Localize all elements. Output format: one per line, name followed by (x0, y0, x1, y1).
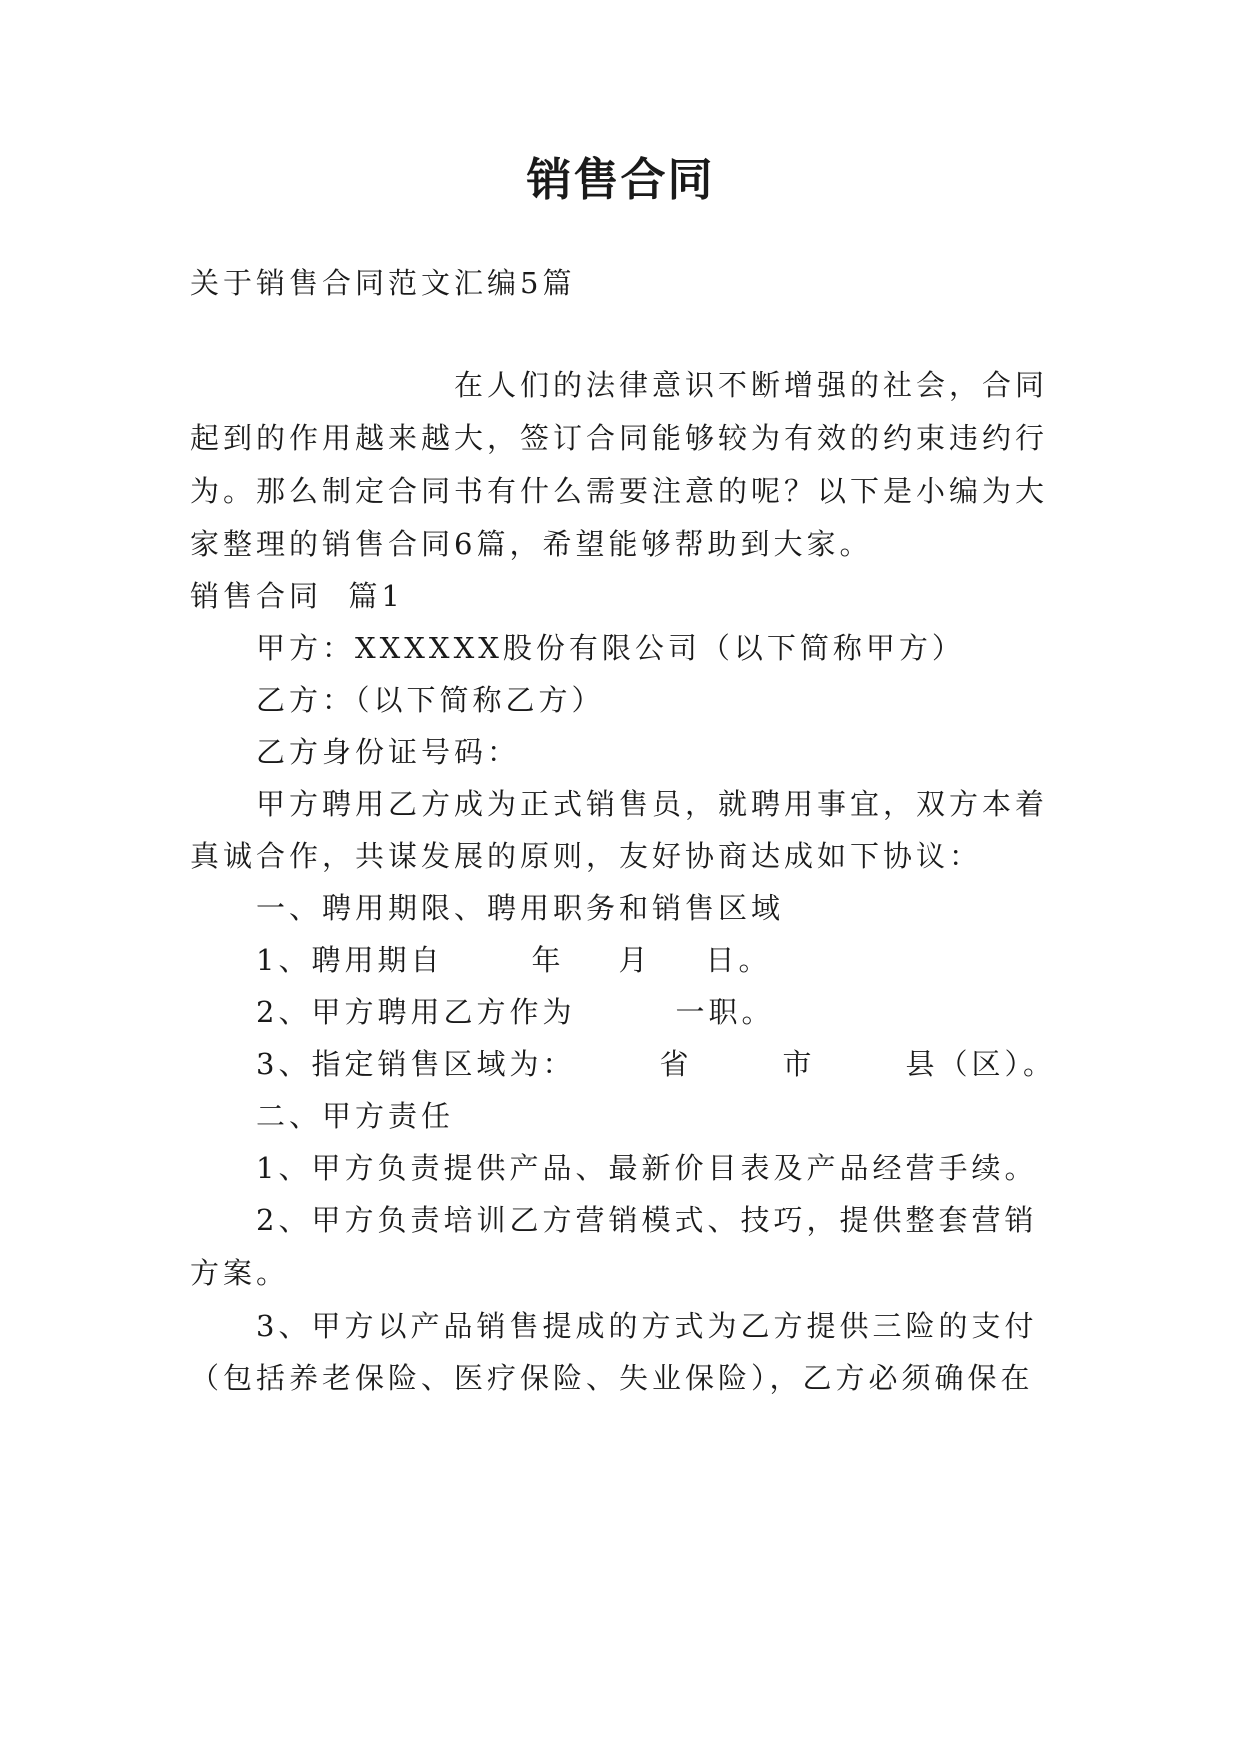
preamble-line-2: 真诚合作，共谋发展的原则，友好协商达成如下协议： (190, 839, 983, 873)
article-1-item-2 (256, 992, 1116, 1032)
article-2-item-2-line-2: 方案。 (190, 1256, 290, 1290)
item-1-month: 月 (618, 943, 652, 977)
article-2-heading: 二、甲方责任 (256, 1099, 455, 1133)
party-b-id: 乙方身份证号码： (256, 735, 521, 769)
party-b: 乙方：（以下简称乙方） (256, 683, 605, 717)
article-1-heading: 一、聘用期限、聘用职务和销售区域 (256, 891, 785, 925)
document-title: 销售合同 (526, 153, 715, 206)
intro-line-4: 家整理的销售合同6篇，希望能够帮助到大家。 (190, 527, 873, 561)
article-1-item-1 (256, 940, 1116, 980)
intro-line-1: 在人们的法律意识不断增强的社会，合同 (454, 368, 1049, 402)
article-1-item-3 (256, 1044, 1116, 1084)
section-heading: 销售合同 篇1 (190, 579, 404, 613)
item-1-year: 年 (531, 943, 565, 977)
article-2-item-2-line-1: 2、甲方负责培训乙方营销模式、技巧，提供整套营销 (256, 1203, 1038, 1237)
party-a: 甲方：XXXXXX股份有限公司（以下简称甲方） (256, 631, 965, 665)
document-subtitle: 关于销售合同范文汇编5篇 (190, 266, 576, 300)
item-1-day: 日。 (705, 943, 772, 977)
item-3-county: 县（区）。 (905, 1047, 1056, 1081)
item-3-city: 市 (782, 1047, 816, 1081)
intro-line-3: 为。那么制定合同书有什么需要注意的呢？以下是小编为大 (190, 474, 1049, 508)
item-2-suffix: 一职。 (675, 995, 775, 1029)
item-2-prefix: 2、甲方聘用乙方作为 (256, 995, 576, 1029)
item-3-prefix: 3、指定销售区域为： (256, 1047, 576, 1081)
item-3-province: 省 (659, 1047, 693, 1081)
intro-line-2: 起到的作用越来越大，签订合同能够较为有效的约束违约行 (190, 421, 1049, 455)
article-2-item-3-line-2: （包括养老保险、医疗保险、失业保险），乙方必须确保在 (190, 1361, 1034, 1395)
article-2-item-3-line-1: 3、甲方以产品销售提成的方式为乙方提供三险的支付 (256, 1309, 1038, 1343)
item-1-prefix: 1、聘用期自 (256, 943, 444, 977)
article-2-item-1: 1、甲方负责提供产品、最新价目表及产品经营手续。 (256, 1151, 1038, 1185)
preamble-line-1: 甲方聘用乙方成为正式销售员，就聘用事宜，双方本着 (256, 787, 1049, 821)
